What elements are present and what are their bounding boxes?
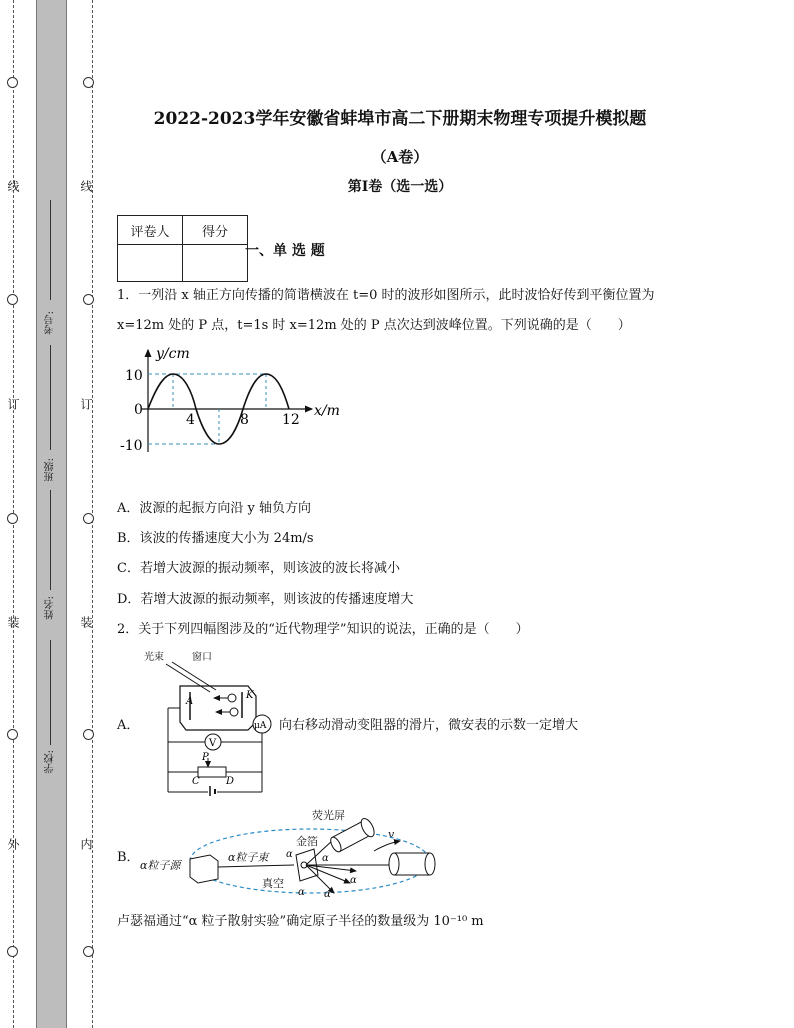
label-velocity: v (388, 828, 395, 841)
x-axis-label: x/m (314, 403, 340, 419)
label-gold-foil: 金箔 (296, 835, 318, 848)
photoelectric-circuit-figure (138, 648, 276, 796)
q1-option-a[interactable]: A．波源的起振方向沿 y 轴负方向 (117, 501, 311, 516)
x-tick-8: 8 (240, 412, 249, 428)
section-heading: 一、单 选 题 (245, 243, 325, 259)
y-tick-neg10: -10 (120, 438, 143, 454)
score-table (117, 215, 248, 282)
y-tick-0: 0 (134, 402, 143, 418)
q1-option-b[interactable]: B．该波的传播速度大小为 24m/s (117, 531, 314, 546)
margin-label-ding: 订 (6, 398, 20, 410)
field-line-exam-number[interactable] (50, 200, 51, 300)
q1-option-c[interactable]: C．若增大波源的振动频率，则该波的波长将减小 (117, 561, 400, 576)
field-line-school[interactable] (50, 640, 51, 745)
field-label-name: 姓名: (45, 596, 56, 620)
field-label-class: 班级: (45, 458, 56, 482)
alpha-label: α (286, 849, 293, 860)
label-microammeter: μA (254, 721, 267, 731)
hole-circle (83, 77, 94, 88)
alpha-label: α (350, 875, 357, 886)
label-cathode-K: K (246, 690, 254, 701)
score-table-grader-header: 评卷人 (118, 216, 183, 245)
y-tick-10: 10 (125, 368, 143, 384)
margin-label-zhuang: 装 (6, 616, 20, 628)
label-window: 窗口 (192, 652, 212, 663)
hole-circle (7, 294, 18, 305)
label-end-D: D (226, 776, 235, 787)
score-table-grader-cell[interactable] (118, 245, 183, 282)
margin-label-wai: 外 (6, 838, 20, 850)
label-vacuum: 真空 (262, 877, 284, 890)
score-table-score-cell[interactable] (183, 245, 248, 282)
hole-circle (7, 77, 18, 88)
label-light-beam: 光束 (144, 652, 164, 663)
label-screen: 荧光屏 (312, 809, 345, 822)
rheostat-icon (198, 767, 226, 777)
label-voltmeter: V (209, 738, 217, 749)
q2-option-a-label[interactable]: A． (117, 718, 140, 733)
margin-label-zhuang: 装 (79, 616, 93, 628)
binding-gutter (36, 0, 67, 1028)
hole-circle (83, 294, 94, 305)
alpha-scattering-figure (138, 803, 438, 903)
margin-label-xian: 线 (6, 180, 20, 192)
q2-option-b-text[interactable]: 卢瑟福通过“α 粒子散射实验”确定原子半径的数量级为 10⁻¹⁰ m (117, 914, 484, 929)
margin-label-ding: 订 (79, 398, 93, 410)
paper-subtitle: （A卷） (371, 148, 429, 166)
volume-heading: 第I卷（选一选） (347, 179, 453, 195)
hole-circle (7, 946, 18, 957)
alpha-label: α (324, 889, 331, 900)
q1-option-d[interactable]: D．若增大波源的振动频率，则该波的传播速度增大 (117, 592, 414, 607)
alpha-label: α (298, 887, 305, 898)
field-label-exam-number: 考号: (45, 311, 56, 335)
hole-circle (83, 946, 94, 957)
q2-stem: 2．关于下列四幅图涉及的“近代物理学”知识的说法，正确的是（ ） (117, 622, 529, 637)
page-title: 2022-2023学年安徽省蚌埠市高二下册期末物理专项提升模拟题 (153, 109, 647, 129)
margin-label-nei: 内 (79, 838, 93, 850)
hole-circle (83, 729, 94, 740)
x-tick-12: 12 (282, 412, 300, 428)
label-anode-A: A (186, 696, 194, 707)
wave-graph (112, 342, 352, 462)
x-tick-4: 4 (186, 412, 195, 428)
hole-circle (7, 513, 18, 524)
label-alpha-source: α粒子源 (140, 859, 181, 872)
q1-stem-line2: x=12m 处的 P 点，t=1s 时 x=12m 处的 P 点次达到波峰位置。下列说确的是（ ） (117, 318, 631, 333)
hole-circle (7, 729, 18, 740)
field-label-school: 学校: (45, 750, 56, 774)
q2-option-a-text[interactable]: 向右移动滑动变阻器的滑片，微安表的示数一定增大 (279, 718, 579, 733)
q1-stem-line1: 1．一列沿 x 轴正方向传播的简谐横波在 t=0 时的波形如图所示，此时波恰好传到平衡位置为 (117, 288, 655, 303)
q2-option-b-label[interactable]: B． (117, 850, 140, 865)
label-alpha-beam: α粒子束 (228, 851, 269, 864)
label-slider-P: P (202, 752, 209, 763)
hole-circle (83, 513, 94, 524)
alpha-label: α (322, 853, 329, 864)
score-table-score-header: 得分 (183, 216, 248, 245)
y-axis-label: y/cm (156, 346, 190, 362)
margin-label-xian: 线 (79, 180, 93, 192)
field-line-class[interactable] (50, 345, 51, 450)
label-end-C: C (192, 776, 200, 787)
field-line-name[interactable] (50, 490, 51, 590)
